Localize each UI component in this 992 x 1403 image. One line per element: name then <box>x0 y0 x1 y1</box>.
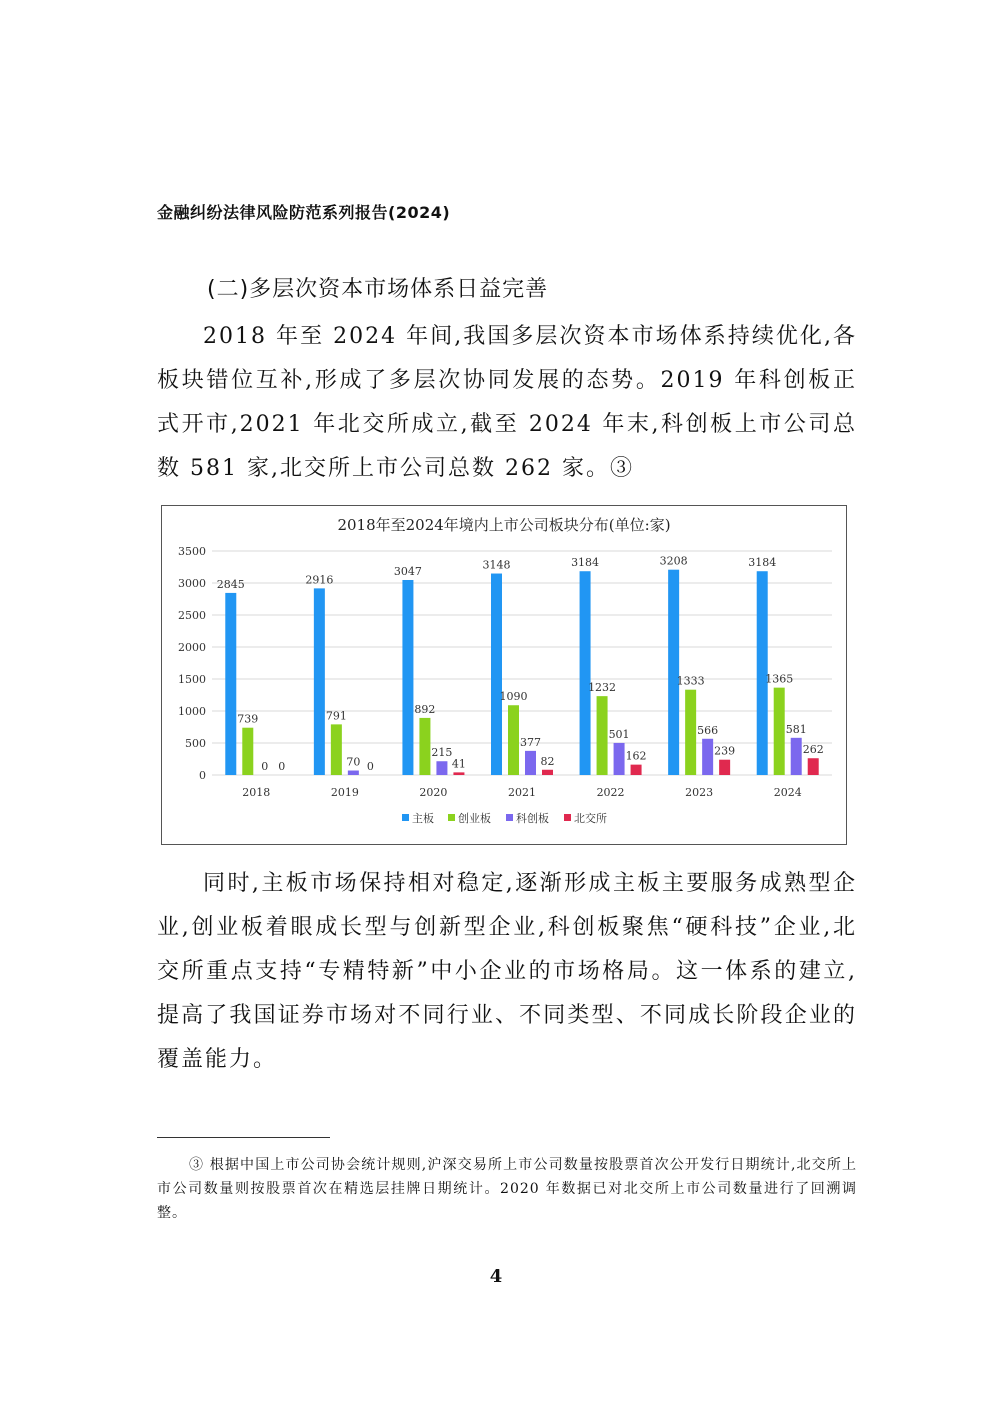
data-label: 3208 <box>659 554 688 568</box>
x-tick-label: 2024 <box>773 786 802 799</box>
bar-创业板-2022 <box>597 696 608 775</box>
y-tick-label: 2000 <box>178 641 206 654</box>
y-tick-label: 500 <box>185 737 206 750</box>
legend-swatch <box>506 814 513 821</box>
bar-北交所-2022 <box>631 765 642 775</box>
bar-科创板-2023 <box>702 739 713 775</box>
data-label: 215 <box>431 746 453 760</box>
footnote-rule <box>157 1137 330 1138</box>
bar-主板-2022 <box>580 571 591 775</box>
bar-创业板-2023 <box>685 690 696 775</box>
data-label: 3184 <box>748 556 777 570</box>
data-label: 791 <box>325 709 347 723</box>
bar-创业板-2021 <box>508 705 519 775</box>
bar-北交所-2024 <box>808 758 819 775</box>
footnote: ③ 根据中国上市公司协会统计规则,沪深交易所上市公司数量按股票首次公开发行日期统计,北交所上市公司数量则按股票首次在精选层挂牌日期统计。2020 年数据已对北交所上市公司数量进行了回溯调整。 <box>157 1157 857 1221</box>
x-tick-label: 2018 <box>242 786 271 799</box>
bar-北交所-2023 <box>719 760 730 775</box>
data-label: 0 <box>278 760 286 773</box>
bar-创业板-2018 <box>242 728 253 775</box>
bar-科创板-2024 <box>791 738 802 775</box>
data-label: 162 <box>625 749 647 763</box>
chart-title: 2018年至2024年境内上市公司板块分布(单位:家) <box>337 516 671 534</box>
y-tick-label: 3500 <box>178 545 206 558</box>
bar-主板-2021 <box>491 574 502 775</box>
bar-主板-2020 <box>402 580 413 775</box>
data-label: 566 <box>697 723 719 737</box>
legend-label: 主板 <box>412 812 434 825</box>
legend-label: 北交所 <box>574 812 607 825</box>
data-label: 581 <box>785 722 807 736</box>
data-label: 377 <box>520 735 541 749</box>
y-tick-label: 1000 <box>178 705 206 718</box>
data-label: 2845 <box>216 577 245 591</box>
data-label: 1090 <box>499 690 528 704</box>
legend-label: 科创板 <box>516 812 549 825</box>
y-tick-label: 0 <box>199 769 206 782</box>
x-tick-label: 2022 <box>596 786 625 799</box>
data-label: 0 <box>261 760 269 773</box>
legend-swatch <box>564 814 571 821</box>
bar-科创板-2019 <box>348 771 359 775</box>
bar-创业板-2020 <box>419 718 430 775</box>
bar-科创板-2022 <box>614 743 625 775</box>
y-tick-label: 2500 <box>178 609 206 622</box>
data-label: 70 <box>346 755 361 769</box>
x-tick-label: 2019 <box>330 786 359 799</box>
data-label: 262 <box>802 743 824 757</box>
bar-创业板-2024 <box>774 688 785 775</box>
running-header: 金融纠纷法律风险防范系列报告(2024) <box>157 203 451 222</box>
paragraph-1: 2018 年至 2024 年间,我国多层次资本市场体系持续优化,各板块错位互补,形成了多层次协同发展的态势。2019 年科创板正式开市,2021 年北交所成立,截至 2024 年末,科创板上市公司总数 581 家,北交所上市公司总数 262 家。③ <box>157 324 857 481</box>
bar-北交所-2021 <box>542 770 553 775</box>
bar-科创板-2021 <box>525 751 536 775</box>
x-tick-label: 2023 <box>685 786 714 799</box>
legend-swatch <box>402 814 409 821</box>
legend-swatch <box>448 814 455 821</box>
data-label: 0 <box>366 760 374 773</box>
paragraph-2: 同时,主板市场保持相对稳定,逐渐形成主板主要服务成熟型企业,创业板着眼成长型与创新型企业,科创板聚焦“硬科技”企业,北交所重点支持“专精特新”中小企业的市场格局。这一体系的建立,提高了我国证券市场对不同行业、不同类型、不同成长阶段企业的覆盖能力。 <box>157 871 857 1072</box>
chart-svg <box>162 506 846 844</box>
bar-主板-2018 <box>225 593 236 775</box>
data-label: 739 <box>237 712 259 726</box>
x-tick-label: 2021 <box>508 786 536 799</box>
y-tick-label: 3000 <box>178 577 206 590</box>
bar-创业板-2019 <box>331 724 342 775</box>
y-tick-label: 1500 <box>178 673 206 686</box>
section-title: (二)多层次资本市场体系日益完善 <box>207 277 549 302</box>
bar-chart <box>161 505 847 845</box>
bar-主板-2019 <box>314 588 325 775</box>
data-label: 501 <box>608 727 630 741</box>
data-label: 1365 <box>765 672 794 686</box>
bar-北交所-2020 <box>453 772 464 775</box>
data-label: 239 <box>714 744 736 758</box>
data-label: 3184 <box>571 556 600 570</box>
data-label: 892 <box>414 702 436 716</box>
x-tick-label: 2020 <box>419 786 448 799</box>
data-label: 2916 <box>305 573 334 587</box>
legend-label: 创业板 <box>458 812 491 825</box>
data-label: 3047 <box>393 564 422 578</box>
bar-主板-2023 <box>668 570 679 775</box>
data-label: 82 <box>540 754 555 768</box>
data-label: 1232 <box>588 681 617 695</box>
page-number: 4 <box>489 1266 503 1287</box>
data-label: 41 <box>451 757 466 771</box>
bar-科创板-2020 <box>436 761 447 775</box>
data-label: 3148 <box>482 558 511 572</box>
data-label: 1333 <box>676 674 705 688</box>
